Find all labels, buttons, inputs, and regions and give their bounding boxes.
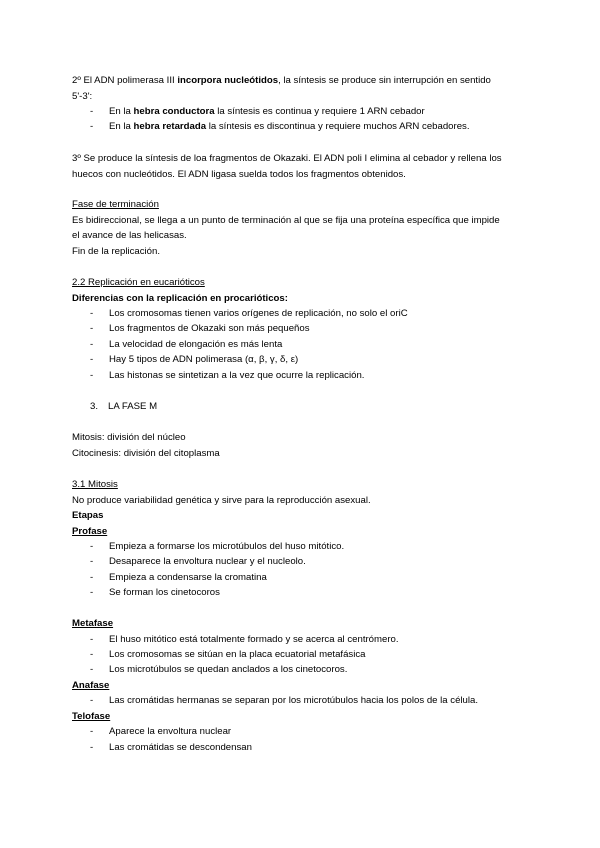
bold-text: incorpora nucleótidos [177, 75, 279, 86]
paragraph-polymerase-iii [72, 73, 528, 135]
bold-text: Profase [72, 525, 108, 537]
section-number: 3. [90, 401, 99, 412]
section-title: LA FASE M [108, 401, 158, 412]
termination-line-1: Es bidireccional, se llega a un punto de terminación al que se fija una proteína específica que impide [72, 214, 500, 226]
list-item [72, 321, 528, 336]
dash-bullet: - [90, 633, 94, 645]
list-item [72, 539, 528, 554]
text: Las cromátidas hermanas se separan por los microtúbulos hacia los polos de la célula. [109, 695, 479, 707]
bold-text: Anafase [72, 679, 110, 691]
eukaryotes-differences-list [72, 306, 528, 383]
paragraph-okazaki [72, 151, 528, 182]
text: Aparece la envoltura nuclear [109, 726, 232, 738]
dash-bullet: - [90, 664, 94, 676]
anaphase-list [72, 693, 528, 708]
text: El huso mitótico está totalmente formado y se acerca al centrómero. [109, 633, 399, 645]
eukaryotes-heading: 2.2 Replicación en eucarióticos [72, 277, 205, 288]
strand-list [72, 104, 528, 135]
metaphase-heading [72, 616, 528, 632]
list-item [72, 632, 528, 647]
text: 2º El ADN polimerasa III [72, 75, 178, 86]
text: La velocidad de elongación es más lenta [109, 338, 283, 350]
dash-bullet: - [90, 695, 94, 707]
text: Se forman los cinetocoros [109, 587, 220, 599]
telophase-heading [72, 709, 528, 725]
text: Las histonas se sintetizan a la vez que ocurre la replicación. [109, 369, 365, 381]
metaphase-list [72, 632, 528, 678]
dash-bullet: - [90, 541, 94, 552]
list-item [72, 306, 528, 321]
bold-text: Etapas [72, 510, 104, 521]
dash-bullet: - [90, 556, 94, 568]
polymerase-line-2: 5'-3': [72, 90, 93, 102]
telophase-list [72, 724, 528, 755]
list-item [72, 570, 528, 585]
list-item [72, 647, 528, 662]
dash-bullet: - [90, 726, 94, 738]
termination-section [72, 197, 528, 259]
list-item [72, 740, 528, 755]
list-item [72, 337, 528, 352]
mitosis-section [72, 477, 528, 601]
dash-bullet: - [90, 354, 94, 366]
text: Los cromosomas tienen varios orígenes de replicación, no solo el oriC [109, 308, 408, 319]
phase-m-definitions [72, 430, 528, 461]
text: la síntesis es discontinua y requiere muchos ARN cebadores. [206, 121, 470, 133]
bold-text: Diferencias con la replicación en procarióticos: [72, 292, 288, 304]
dash-bullet: - [90, 369, 94, 381]
okazaki-line-2: huecos con nucleótidos. El ADN ligasa suelda todos los fragmentos obtenidos. [72, 168, 406, 180]
list-item [72, 368, 528, 383]
phase-m-title-line [72, 399, 528, 415]
dash-bullet: - [90, 648, 94, 660]
list-item [72, 662, 528, 677]
list-item [72, 104, 528, 119]
dash-bullet: - [90, 571, 94, 583]
list-item [72, 585, 528, 600]
bold-text: Telofase [72, 710, 111, 722]
list-item [72, 554, 528, 569]
text: Los cromosomas se sitúan en la placa ecuatorial metafásica [109, 648, 366, 660]
text: En la [109, 121, 134, 133]
mitosis-heading: 3.1 Mitosis [72, 479, 118, 490]
eukaryotes-subheading [72, 291, 528, 307]
list-item [72, 724, 528, 739]
okazaki-line-1: 3º Se produce la síntesis de loa fragmentos de Okazaki. El ADN poli I elimina al cebador y rellena los [72, 153, 502, 164]
text: Hay 5 tipos de ADN polimerasa (α, β, γ, δ, ε) [109, 354, 299, 366]
metaphase-section [72, 616, 528, 755]
dash-bullet: - [90, 338, 94, 350]
text: En la [109, 106, 134, 117]
mitosis-definition: Mitosis: división del núcleo [72, 432, 186, 443]
text: , la síntesis se produce sin interrupción en sentido [278, 75, 491, 86]
text: Las cromátidas se descondensan [109, 741, 252, 753]
list-item [72, 693, 528, 708]
text: la síntesis es continua y requiere 1 ARN cebador [214, 106, 425, 117]
termination-heading: Fase de terminación [72, 199, 159, 210]
dash-bullet: - [90, 323, 94, 335]
prophase-heading [72, 524, 528, 540]
dash-bullet: - [90, 587, 94, 599]
bold-text: hebra retardada [133, 121, 207, 133]
termination-line-3: Fin de la replicación. [72, 245, 160, 257]
text: Desaparece la envoltura nuclear y el nucleolo. [109, 556, 306, 568]
phase-m-heading [72, 399, 528, 415]
polymerase-line-1 [72, 73, 528, 89]
text: Empieza a formarse los microtúbulos del huso mitótico. [109, 541, 345, 552]
eukaryotes-section [72, 275, 528, 383]
dash-bullet: - [90, 308, 94, 319]
dash-bullet: - [90, 106, 94, 117]
dash-bullet: - [90, 741, 94, 753]
mitosis-description: No produce variabilidad genética y sirve para la reproducción asexual. [72, 494, 371, 506]
stages-label [72, 508, 528, 524]
text: Los fragmentos de Okazaki son más pequeños [109, 323, 310, 335]
text: Los microtúbulos se quedan anclados a los cinetocoros. [109, 664, 348, 676]
text: Empieza a condensarse la cromatina [109, 571, 267, 583]
cytokinesis-definition: Citocinesis: división del citoplasma [72, 447, 220, 459]
anaphase-heading [72, 678, 528, 694]
list-item [72, 352, 528, 367]
list-item [72, 119, 528, 134]
termination-line-2: el avance de las helicasas. [72, 230, 187, 241]
bold-text: Metafase [72, 618, 114, 629]
bold-text: hebra conductora [133, 106, 215, 117]
dash-bullet: - [90, 121, 94, 133]
prophase-list [72, 539, 528, 601]
